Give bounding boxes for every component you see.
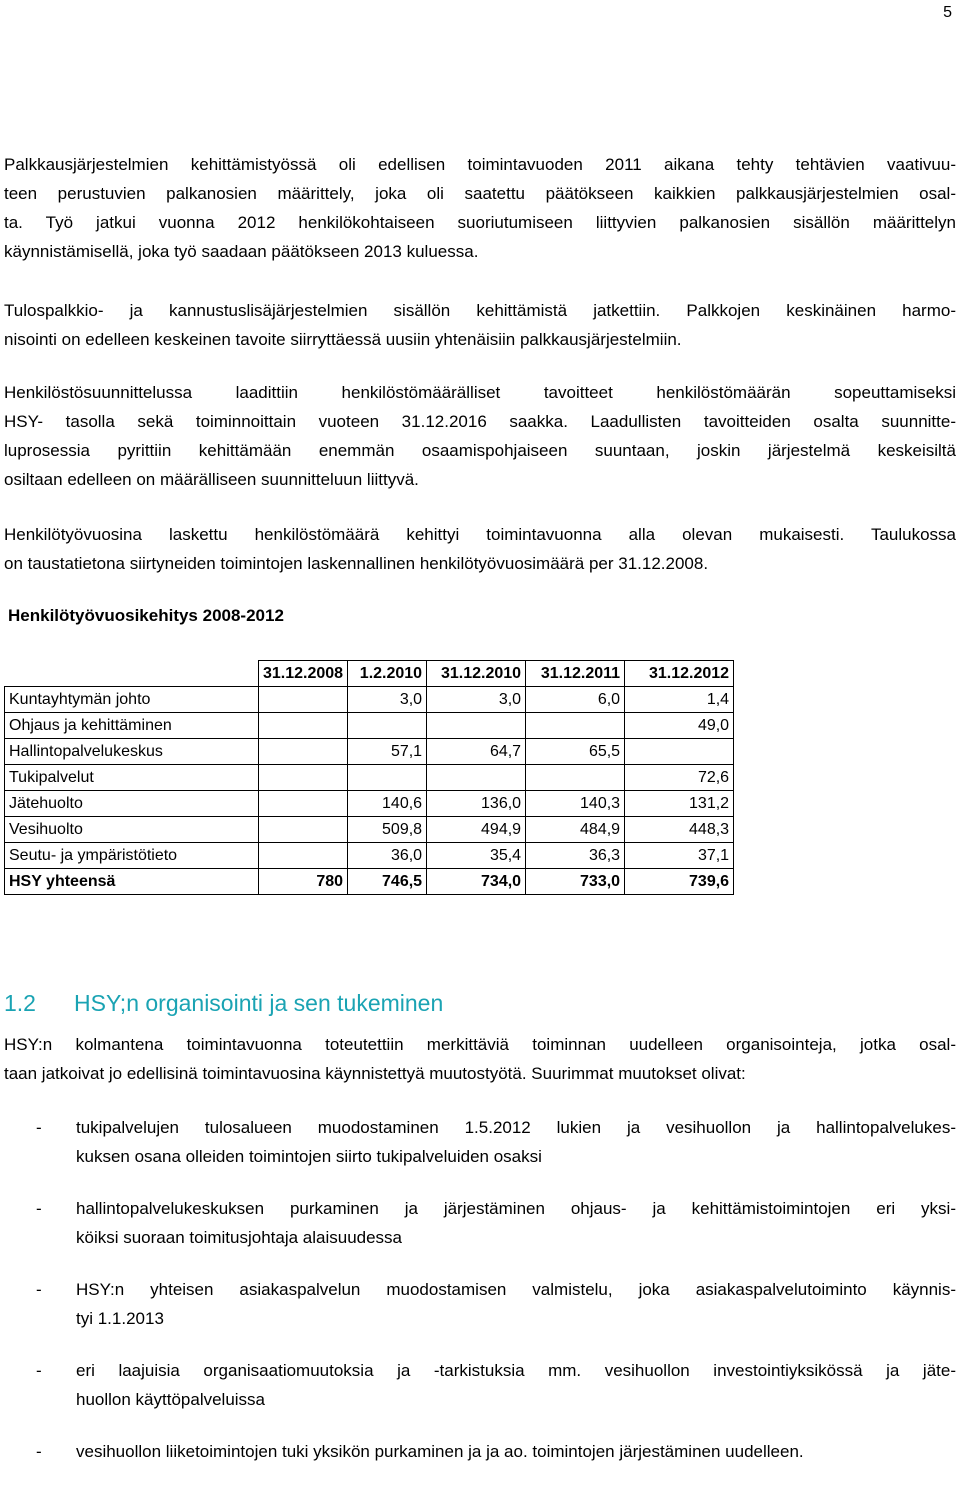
- text-line: tyi 1.1.2013: [76, 1309, 164, 1328]
- text-line: HSY:n yhteisen asiakaspalvelun muodostamisen valmistelu, joka asiakaspalvelutoiminto käynnis-: [76, 1280, 956, 1299]
- text-line: Henkilöstösuunnittelussa laadittiin henkilöstömäärälliset tavoitteet henkilöstömäärän sopeuttamiseksi: [4, 383, 956, 402]
- header-cell: [5, 661, 259, 687]
- text-line: käynnistämisellä, joka työ saadaan päätökseen 2013 kuluessa.: [4, 242, 479, 261]
- cell: 484,9: [526, 817, 625, 843]
- table-row: [5, 817, 734, 843]
- text-line: osiltaan edelleen on määrälliseen suunnitteluun liittyvä.: [4, 470, 419, 489]
- bullet-dash: -: [36, 1118, 42, 1137]
- table-title: Henkilötyövuosikehitys 2008-2012: [8, 606, 284, 625]
- text-line: huollon käyttöpalveluissa: [76, 1390, 266, 1409]
- cell: [427, 765, 526, 791]
- text-line: on taustatietona siirtyneiden toimintojen laskennallinen henkilötyövuosimäärä per 31.12.2008.: [4, 554, 709, 573]
- cell: 739,6: [625, 869, 734, 895]
- text-line: Henkilötyövuosina laskettu henkilöstömäärä kehittyi toimintavuonna alla olevan mukaisesti. Taulukossa: [4, 525, 956, 544]
- bullet-dash: -: [36, 1280, 42, 1299]
- cell: 733,0: [526, 869, 625, 895]
- text-line: ta. Työ jatkui vuonna 2012 henkilökohtaiseen suoriutumiseen liittyvien palkanosien sisällön määrittelyn: [4, 213, 956, 232]
- cell: [259, 713, 348, 739]
- paragraph-henkilotyovuodet: [4, 520, 956, 578]
- cell: [526, 713, 625, 739]
- text-line: luprosessia pyrittiin kehittämään enemmän osaamispohjaiseen suuntaan, joskin järjestelmä keskeisiltä: [4, 441, 956, 460]
- row-label: Vesihuolto: [5, 817, 259, 843]
- header-cell: 31.12.2012: [625, 661, 734, 687]
- cell: 780: [259, 869, 348, 895]
- paragraph-palkkaus: [4, 150, 956, 266]
- text-line: HSY:n kolmantena toimintavuonna toteutettiin merkittäviä toiminnan uudelleen organisointeja, jotka osal-: [4, 1035, 956, 1054]
- cell: 509,8: [348, 817, 427, 843]
- cell: 57,1: [348, 739, 427, 765]
- row-label: Kuntayhtymän johto: [5, 687, 259, 713]
- text-line: vesihuollon liiketoimintojen tuki yksikön purkaminen ja ja ao. toimintojen järjestäminen uudelleen.: [76, 1442, 804, 1461]
- text-line: köiksi suoraan toimitusjohtaja alaisuudessa: [76, 1228, 403, 1247]
- cell: [259, 687, 348, 713]
- table-row: [5, 791, 734, 817]
- section-title: HSY;n organisointi ja sen tukeminen: [74, 990, 444, 1016]
- cell: 140,3: [526, 791, 625, 817]
- bullet-dash: -: [36, 1361, 42, 1380]
- section-number: 1.2: [4, 990, 36, 1016]
- cell: [259, 817, 348, 843]
- cell: [526, 765, 625, 791]
- cell: 3,0: [427, 687, 526, 713]
- cell: [348, 713, 427, 739]
- row-label: Seutu- ja ympäristötieto: [5, 843, 259, 869]
- text-line: taan jatkoivat jo edellisinä toimintavuosina käynnistettyä muutostyötä. Suurimmat muutokset olivat:: [4, 1064, 746, 1083]
- cell: 36,3: [526, 843, 625, 869]
- paragraph-tulospalkkio: [4, 296, 956, 354]
- cell: 746,5: [348, 869, 427, 895]
- list-item: [4, 1194, 956, 1252]
- bullet-dash: -: [36, 1442, 42, 1461]
- staff-table: [4, 660, 734, 895]
- table-total-row: [5, 869, 734, 895]
- cell: 136,0: [427, 791, 526, 817]
- table-row: [5, 765, 734, 791]
- text-line: tukipalvelujen tulosalueen muodostaminen 1.5.2012 lukien ja vesihuollon ja hallintopalvelukes-: [76, 1118, 956, 1137]
- changes-list: [4, 1113, 956, 1489]
- row-label: Hallintopalvelukeskus: [5, 739, 259, 765]
- table-row: [5, 739, 734, 765]
- cell: [259, 765, 348, 791]
- list-item: [4, 1275, 956, 1333]
- cell: [625, 739, 734, 765]
- cell: 36,0: [348, 843, 427, 869]
- text-line: nisointi on edelleen keskeinen tavoite siirryttäessä uusiin yhtenäisiin palkkausjärjestelmiin.: [4, 330, 682, 349]
- cell: 72,6: [625, 765, 734, 791]
- cell: 448,3: [625, 817, 734, 843]
- cell: 35,4: [427, 843, 526, 869]
- text-line: teen perustuvien palkanosien määrittely, joka oli saatettu päätökseen kaikkien palkkausjärjestelmien osal-: [4, 184, 956, 203]
- cell: [259, 843, 348, 869]
- header-cell: 31.12.2010: [427, 661, 526, 687]
- cell: 494,9: [427, 817, 526, 843]
- row-label: HSY yhteensä: [5, 869, 259, 895]
- header-cell: 31.12.2008: [259, 661, 348, 687]
- cell: 49,0: [625, 713, 734, 739]
- row-label: Ohjaus ja kehittäminen: [5, 713, 259, 739]
- cell: 140,6: [348, 791, 427, 817]
- page-number: 5: [943, 4, 952, 21]
- table-row: [5, 687, 734, 713]
- table-header-row: [5, 661, 734, 687]
- cell: [348, 765, 427, 791]
- text-line: Palkkausjärjestelmien kehittämistyössä oli edellisen toimintavuoden 2011 aikana tehty tehtävien vaativuu-: [4, 155, 956, 174]
- list-item: [4, 1356, 956, 1414]
- cell: [259, 739, 348, 765]
- text-line: kuksen osana olleiden toimintojen siirto tukipalveluiden osaksi: [76, 1147, 542, 1166]
- cell: 64,7: [427, 739, 526, 765]
- cell: 65,5: [526, 739, 625, 765]
- table-row: [5, 713, 734, 739]
- text-line: Tulospalkkio- ja kannustuslisäjärjestelmien sisällön kehittämistä jatkettiin. Palkkojen keskinäinen harmo-: [4, 301, 956, 320]
- cell: 1,4: [625, 687, 734, 713]
- header-cell: 1.2.2010: [348, 661, 427, 687]
- text-line: HSY- tasolla sekä toiminnoittain vuoteen 31.12.2016 saakka. Laadullisten tavoitteiden osalta suunnitte-: [4, 412, 956, 431]
- text-line: hallintopalvelukeskuksen purkaminen ja järjestäminen ohjaus- ja kehittämistoimintojen eri yksi-: [76, 1199, 956, 1218]
- cell: [259, 791, 348, 817]
- paragraph-henkilostosuunnittelu: [4, 378, 956, 494]
- table-row: [5, 843, 734, 869]
- cell: 3,0: [348, 687, 427, 713]
- text-line: eri laajuisia organisaatiomuutoksia ja -tarkistuksia mm. vesihuollon investointiyksikössä ja jäte-: [76, 1361, 956, 1380]
- header-cell: 31.12.2011: [526, 661, 625, 687]
- list-item: [4, 1113, 956, 1171]
- bullet-dash: -: [36, 1199, 42, 1218]
- section-heading: [4, 990, 443, 1017]
- row-label: Tukipalvelut: [5, 765, 259, 791]
- cell: 734,0: [427, 869, 526, 895]
- cell: 6,0: [526, 687, 625, 713]
- section-intro: [4, 1030, 956, 1088]
- cell: 37,1: [625, 843, 734, 869]
- list-item: [4, 1437, 956, 1466]
- cell: [427, 713, 526, 739]
- cell: 131,2: [625, 791, 734, 817]
- row-label: Jätehuolto: [5, 791, 259, 817]
